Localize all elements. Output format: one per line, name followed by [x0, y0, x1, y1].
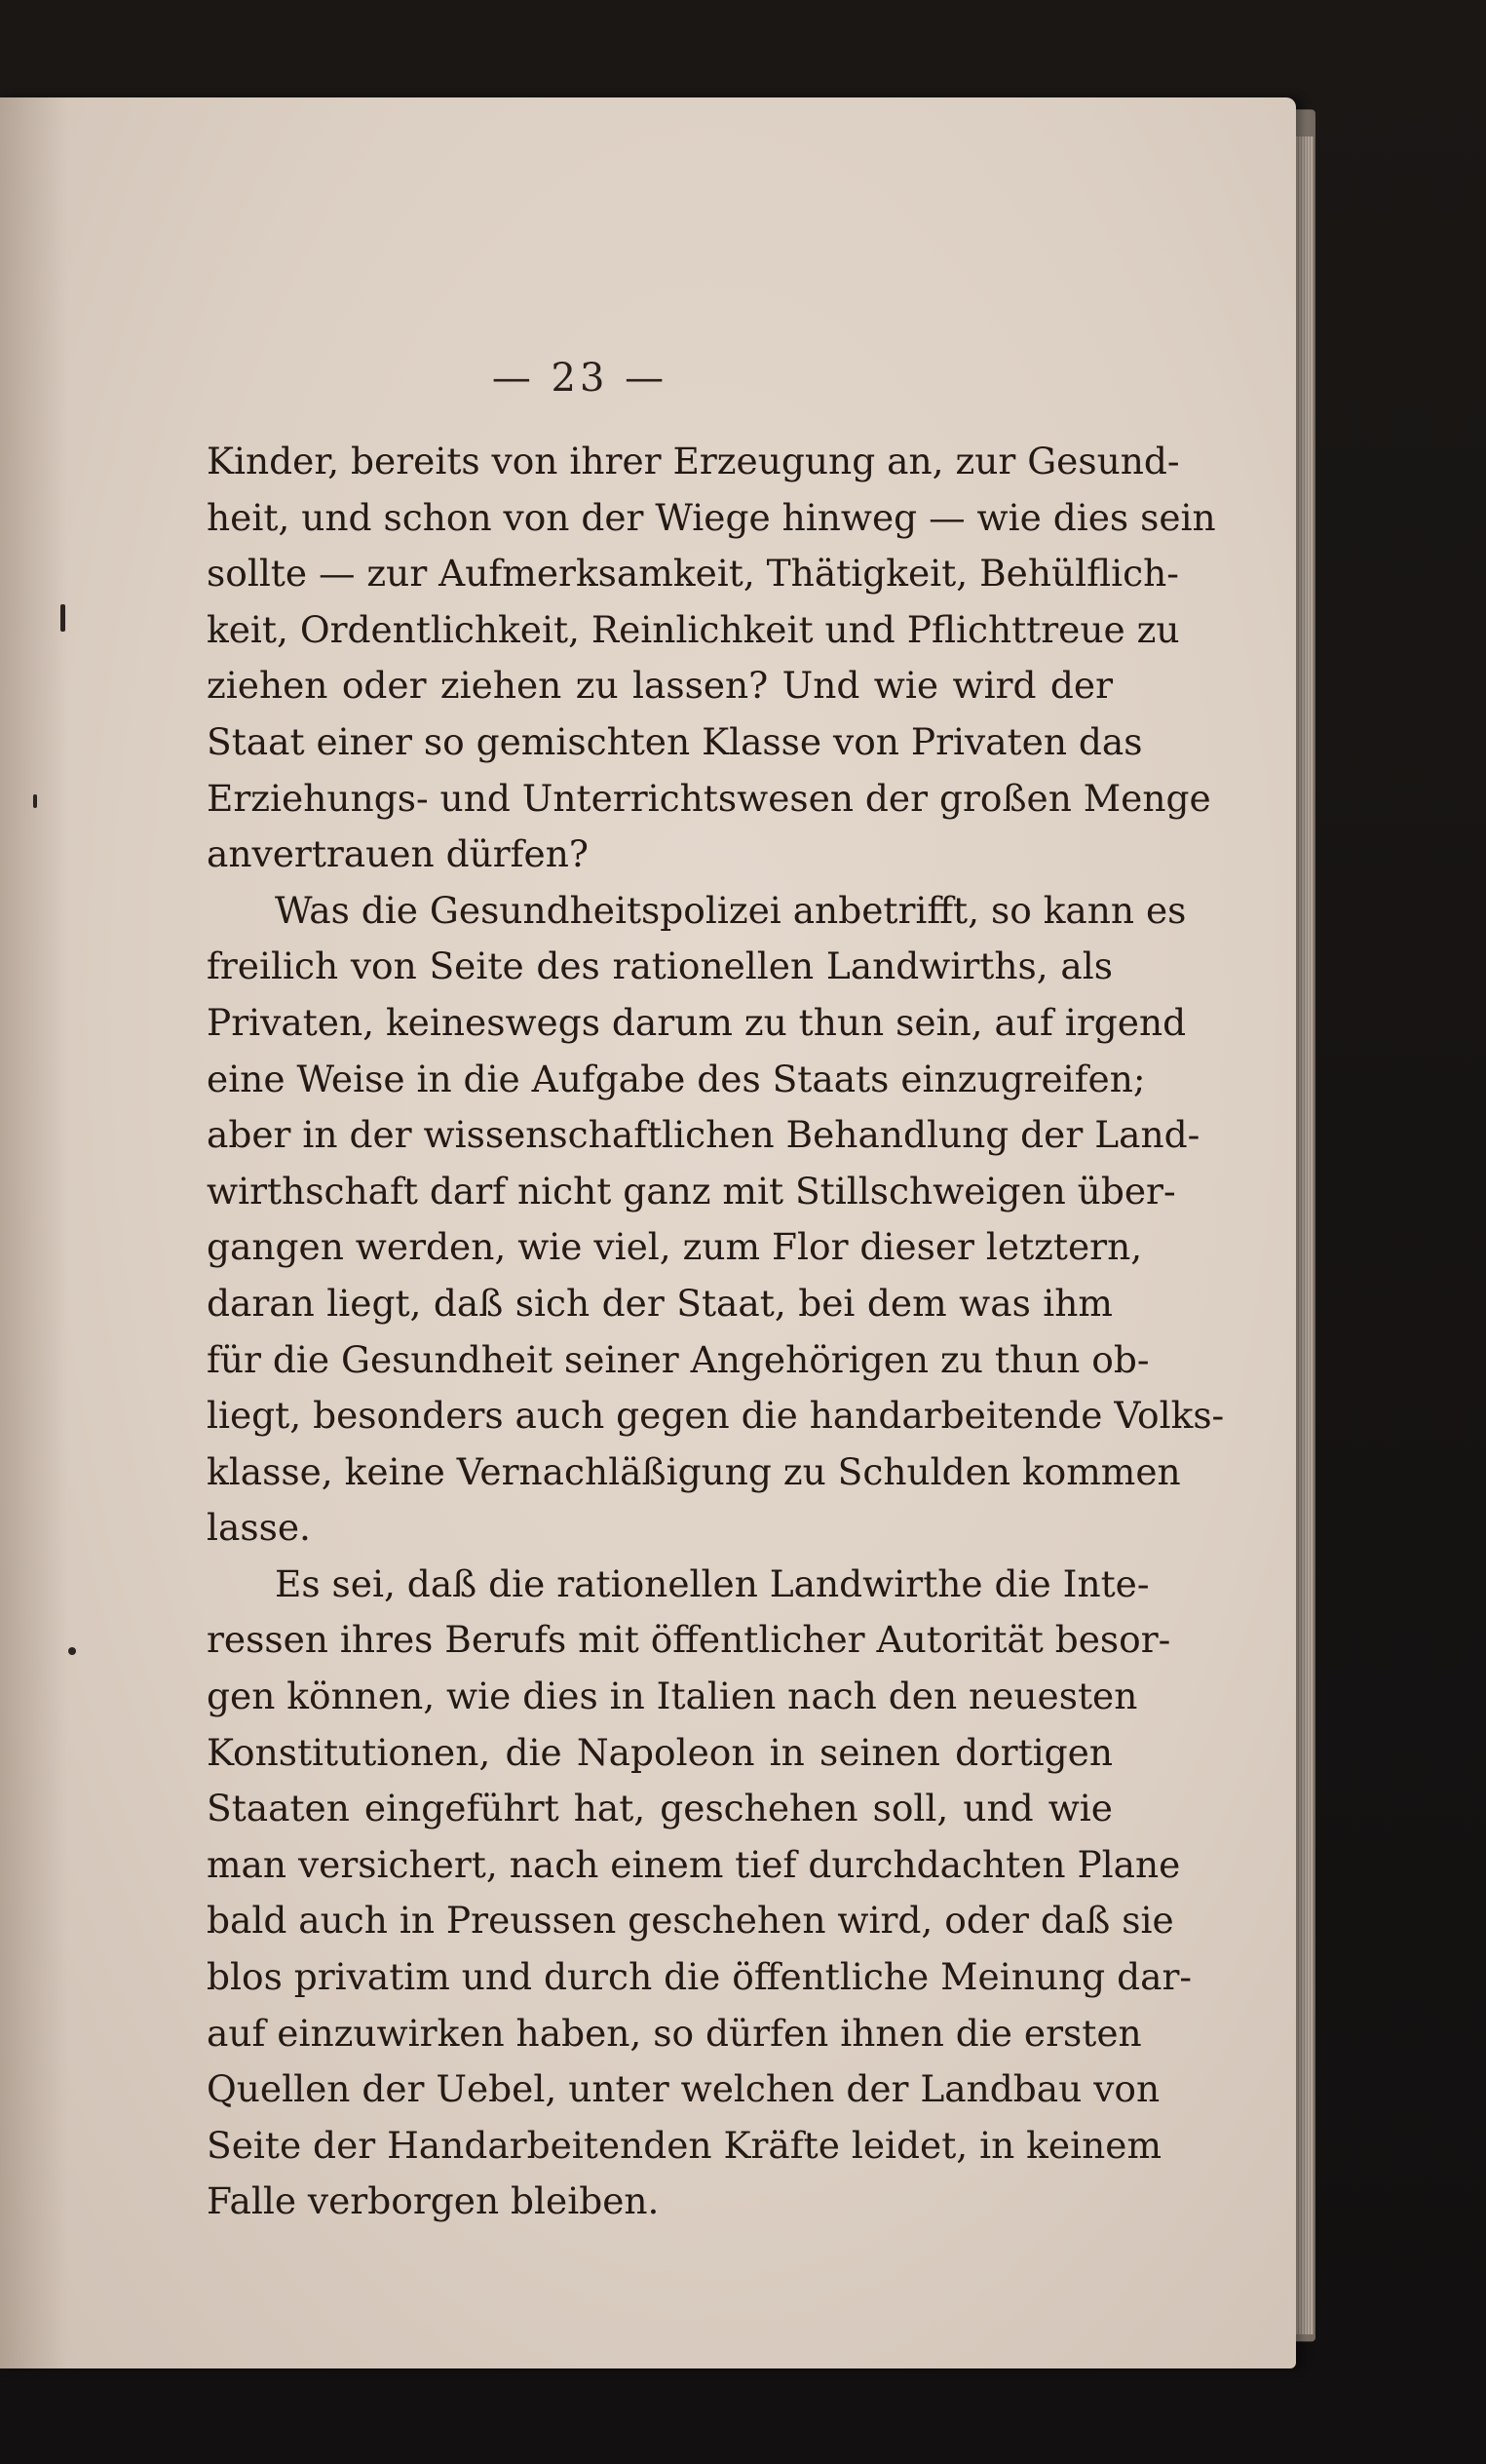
text-line: anvertrauen dürfen?	[207, 832, 589, 876]
text-line: Seite der Handarbeitenden Kräfte leidet, in keinem	[207, 2123, 1162, 2167]
text-line: bald auch in Preussen geschehen wird, oder daß sie	[207, 1899, 1174, 1943]
text-line: daran liegt, daß sich der Staat, bei dem was ihm	[207, 1281, 1113, 1325]
ink-speck	[33, 794, 37, 808]
text-line: Was die Gesundheitspolizei anbetrifft, so kann es	[275, 888, 1187, 932]
book-page	[0, 97, 1296, 2368]
text-line: gen können, wie dies in Italien nach den neuesten	[207, 1675, 1138, 1718]
text-line: Konstitutionen, die Napoleon in seinen dortigen	[207, 1730, 1113, 1774]
text-line: gangen werden, wie viel, zum Flor dieser letztern,	[207, 1225, 1143, 1269]
text-line: eine Weise in die Aufgabe des Staats einzugreifen;	[207, 1057, 1146, 1100]
text-line: Kinder, bereits von ihrer Erzeugung an, zur Gesund-	[207, 440, 1180, 482]
ink-speck	[68, 1647, 76, 1655]
text-line: klasse, keine Vernachläßigung zu Schulden kommen	[207, 1449, 1181, 1493]
text-line: man versichert, nach einem tief durchdachten Plane	[207, 1842, 1181, 1886]
text-line: lasse.	[207, 1506, 311, 1550]
text-line: Staat einer so gemischten Klasse von Privaten das	[207, 719, 1143, 763]
body-text	[207, 434, 1225, 2230]
text-line: heit, und schon von der Wiege hinweg — wie dies sein	[207, 495, 1216, 539]
text-line: ziehen oder ziehen zu lassen? Und wie wird der	[207, 664, 1113, 708]
page-number: — 23 —	[491, 356, 668, 401]
text-line: Staaten eingeführt hat, geschehen soll, und wie	[207, 1787, 1113, 1830]
text-line: liegt, besonders auch gegen die handarbeitende Volks-	[207, 1394, 1225, 1438]
text-line: sollte — zur Aufmerksamkeit, Thätigkeit, Behülflich-	[207, 552, 1179, 596]
text-line: Erziehungs- und Unterrichtswesen der großen Menge	[207, 776, 1211, 820]
text-line: ressen ihres Berufs mit öffentlicher Autorität besor-	[207, 1618, 1171, 1662]
text-line: Es sei, daß die rationellen Landwirthe die Inte-	[275, 1561, 1150, 1605]
text-line: keit, Ordentlichkeit, Reinlichkeit und Pflichttreue zu	[207, 607, 1180, 651]
text-line: Falle verborgen bleiben.	[207, 2179, 660, 2223]
text-line: Quellen der Uebel, unter welchen der Landbau von	[207, 2067, 1161, 2111]
ink-speck	[60, 604, 65, 632]
text-line: für die Gesundheit seiner Angehörigen zu thun ob-	[207, 1337, 1150, 1381]
text-line: blos privatim und durch die öffentliche Meinung dar-	[207, 1955, 1193, 1999]
text-line: aber in der wissenschaftlichen Behandlung der Land-	[207, 1113, 1200, 1157]
page-gutter-shadow	[0, 97, 68, 2368]
text-line: wirthschaft darf nicht ganz mit Stillschweigen über-	[207, 1169, 1176, 1213]
text-line: Privaten, keineswegs darum zu thun sein, auf irgend	[207, 1000, 1187, 1044]
text-line: auf einzuwirken haben, so dürfen ihnen die ersten	[207, 2011, 1142, 2055]
text-line: freilich von Seite des rationellen Landwirths, als	[207, 944, 1113, 988]
